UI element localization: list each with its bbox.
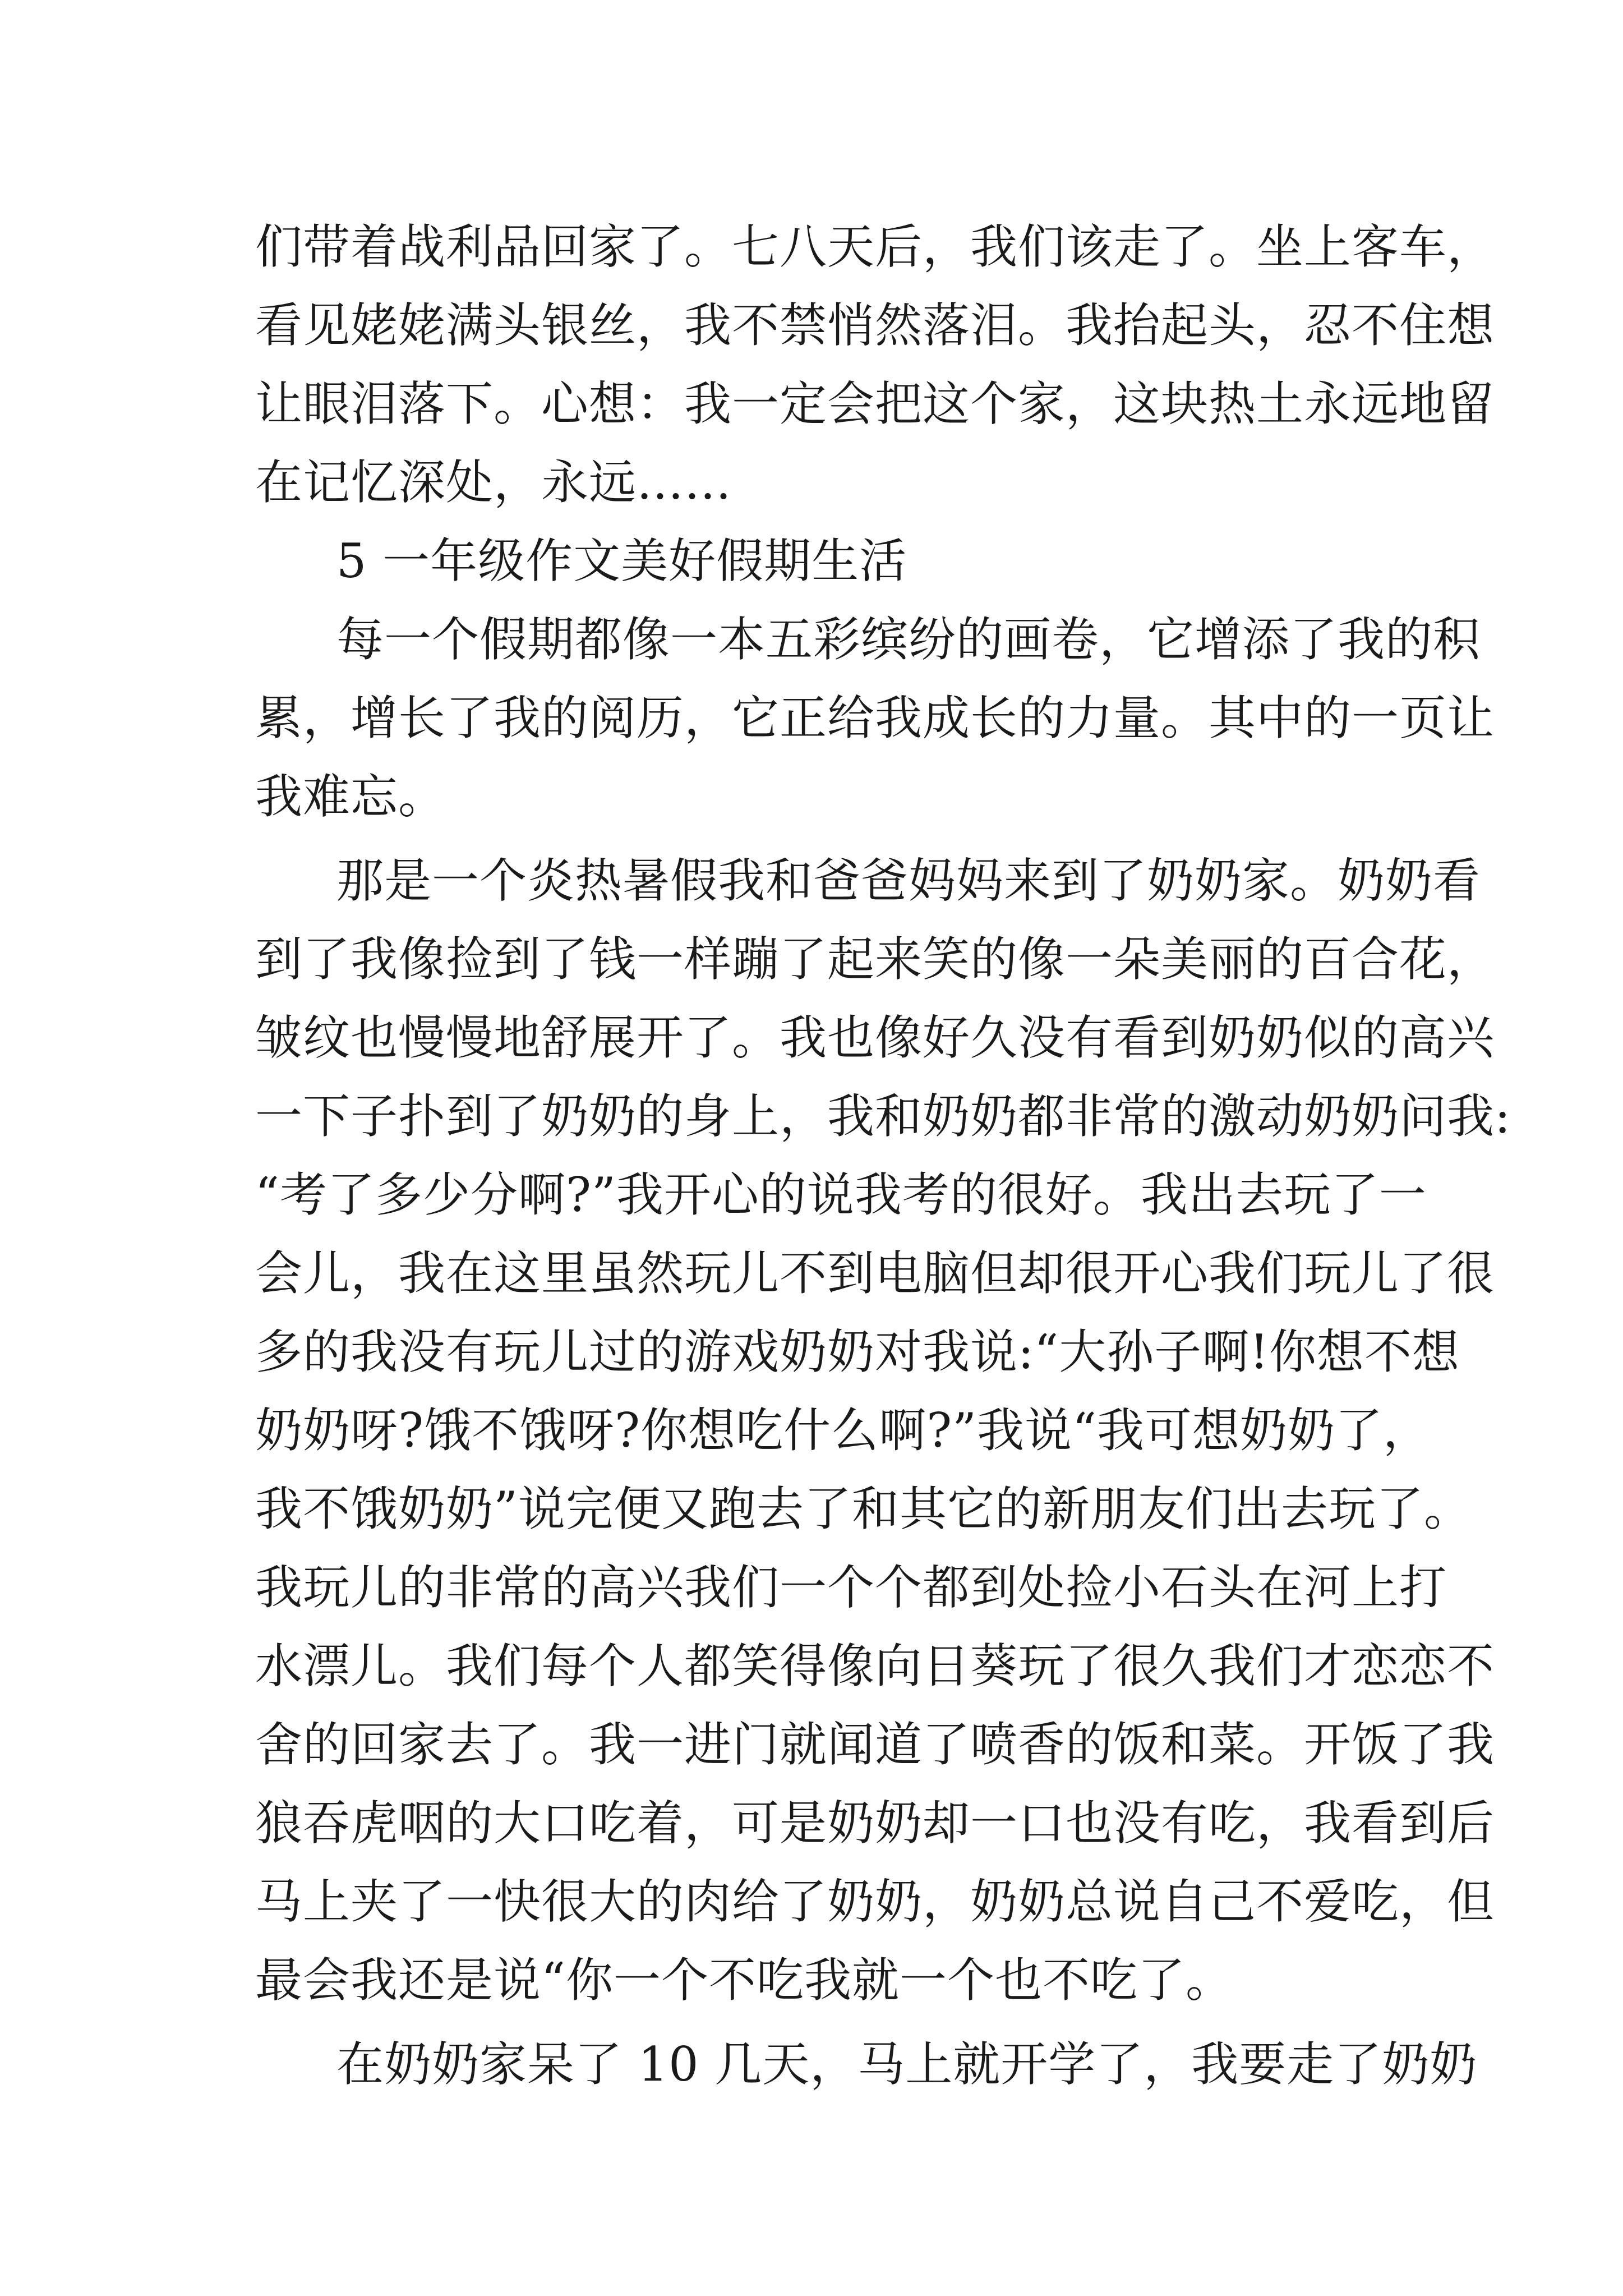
text-line: 马上夹了一快很大的肉给了奶奶，奶奶总说自己不爱吃，但 — [255, 1874, 1495, 1929]
text-line: 每一个假期都像一本五彩缤纷的画卷，它增添了我的积 — [336, 612, 1481, 667]
text-line: “考了多少分啊?”我开心的说我考的很好。我出去玩了一 — [255, 1167, 1427, 1222]
text-line: 到了我像捡到了钱一样蹦了起来笑的像一朵美丽的百合花， — [255, 932, 1495, 987]
text-line: 多的我没有玩儿过的游戏奶奶对我说:“大孙子啊!你想不想 — [255, 1324, 1460, 1379]
text-line: 看见姥姥满头银丝，我不禁悄然落泪。我抬起头，忍不住想 — [255, 298, 1495, 353]
text-line: 让眼泪落下。心想：我一定会把这个家，这块热土永远地留 — [255, 376, 1495, 431]
text-line: 水漂儿。我们每个人都笑得像向日葵玩了很久我们才恋恋不 — [255, 1639, 1495, 1694]
text-line: 一下子扑到了奶奶的身上，我和奶奶都非常的激动奶奶问我: — [255, 1089, 1511, 1144]
text-line: 我玩儿的非常的高兴我们一个个都到处捡小石头在河上打 — [255, 1560, 1447, 1615]
text-line: 那是一个炎热暑假我和爸爸妈妈来到了奶奶家。奶奶看 — [336, 853, 1481, 908]
text-line: 们带着战利品回家了。七八天后，我们该走了。坐上客车， — [255, 219, 1495, 274]
text-line: 我难忘。 — [255, 769, 446, 824]
text-line: 奶奶呀?饿不饿呀?你想吃什么啊?”我说“我可想奶奶了， — [255, 1403, 1431, 1458]
text-line: 皱纹也慢慢地舒展开了。我也像好久没有看到奶奶似的高兴 — [255, 1010, 1495, 1065]
text-line: 狼吞虎咽的大口吃着，可是奶奶却一口也没有吃，我看到后 — [255, 1796, 1495, 1851]
text-line: 我不饿奶奶”说完便又跑去了和其它的新朋友们出去玩了。 — [255, 1481, 1472, 1536]
text-line: 在记忆深处，永远…… — [255, 455, 732, 510]
section-heading: 5 一年级作文美好假期生活 — [336, 533, 907, 588]
text-line: 在奶奶家呆了 10 几天，马上就开学了，我要走了奶奶 — [336, 2037, 1478, 2092]
text-line: 最会我还是说“你一个不吃我就一个也不吃了。 — [255, 1953, 1233, 2008]
text-line: 累，增长了我的阅历，它正给我成长的力量。其中的一页让 — [255, 691, 1495, 746]
text-line: 会儿，我在这里虽然玩儿不到电脑但却很开心我们玩儿了很 — [255, 1246, 1495, 1301]
text-line: 舍的回家去了。我一进门就闻道了喷香的饭和菜。开饭了我 — [255, 1717, 1495, 1772]
